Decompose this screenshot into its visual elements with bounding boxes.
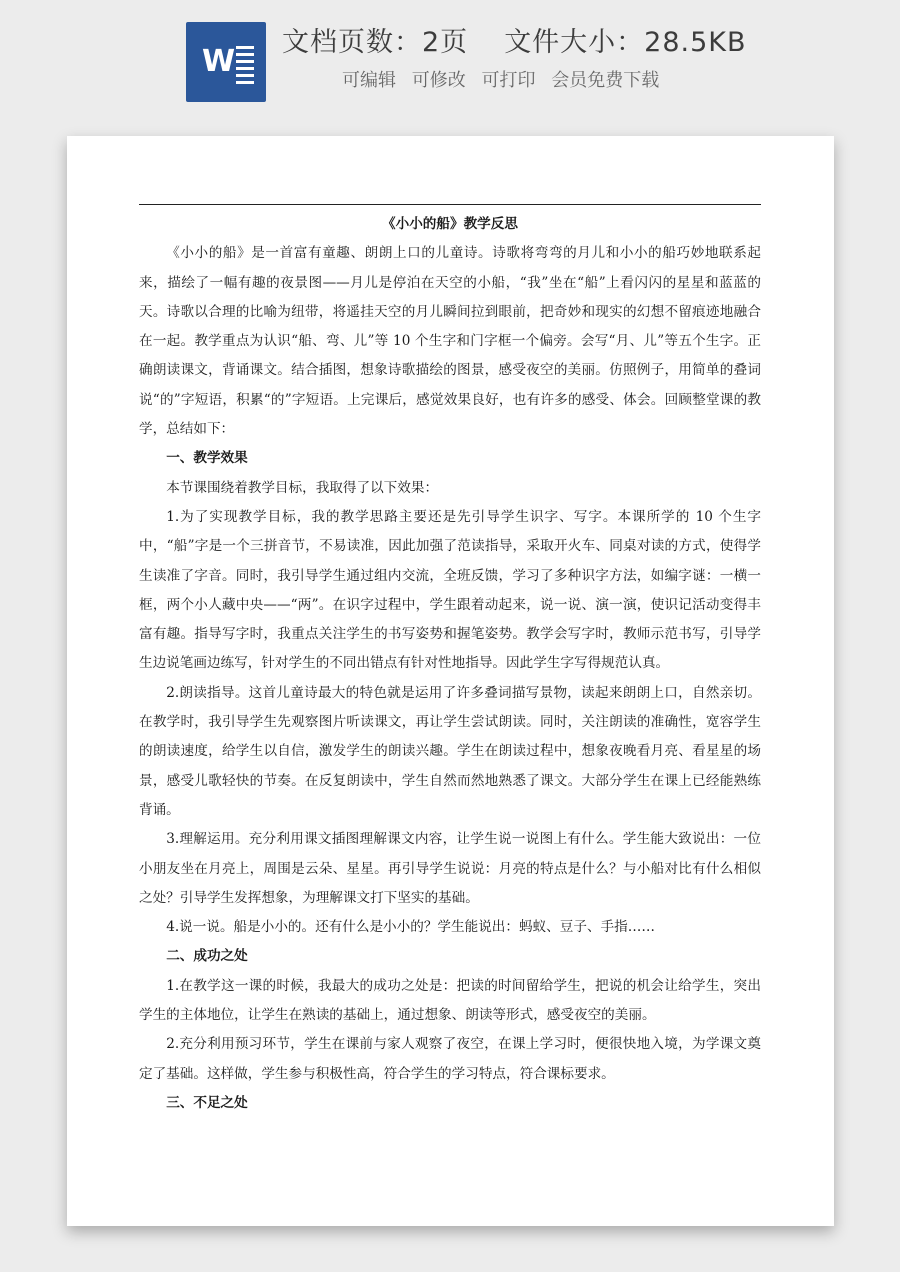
document-title: 《小小的船》教学反思	[382, 216, 518, 232]
section2-item-2: 2.充分利用预习环节，学生在课前与家人观察了夜空，在课上学习时，便很快地入境，为学课文奠定了基础。这样做，学生参与积极性高，符合学生的学习特点，符合课标要求。	[139, 1036, 761, 1082]
word-icon-lines	[236, 46, 254, 88]
intro-paragraph: 《小小的船》是一首富有童趣、朗朗上口的儿童诗。诗歌将弯弯的月儿和小小的船巧妙地联系起来，描绘了一幅有趣的夜景图——月儿是停泊在天空的小船，“我”坐在“船”上看闪闪的星星和蓝蓝的天。诗歌以合理的比喻为纽带，将遥挂天空的月儿瞬间拉到眼前，把奇妙和现实的幻想不留痕迹地融合在一起。教学重点为认识“船、弯、儿”等 10 个生字和门字框一个偏旁。会写“月、儿”等五个生字。正确朗读课文，背诵课文。结合插图，想象诗歌描绘的图景，感受夜空的美丽。仿照例子，用简单的叠词说“的”字短语，积累“的”字短语。上完课后，感觉效果良好，也有许多的感受、体会。回顾整堂课的教学，总结如下：	[139, 245, 761, 438]
feature-member-download: 会员免费下载	[551, 70, 660, 91]
section1-item-4: 4.说一说。船是小小的。还有什么是小小的？学生能说出：蚂蚁、豆子、手指……	[166, 919, 655, 936]
feature-modifiable: 可修改	[411, 70, 466, 91]
section-heading-successes: 二、成功之处	[166, 948, 248, 965]
section1-item-2: 2.朗读指导。这首儿童诗最大的特色就是运用了许多叠词描写景物，读起来朗朗上口，自然亲切。在教学时，我引导学生先观察图片听读课文，再让学生尝试朗读。同时，关注朗读的准确性，宽容学生的朗读速度，给学生以自信，激发学生的朗读兴趣。学生在朗读过程中，想象夜晚看月亮、看星星的场景，感受儿歌轻快的节奏。在反复朗读中，学生自然而然地熟悉了课文。大部分学生在课上已经能熟练背诵。	[139, 684, 761, 818]
header-rule	[139, 204, 761, 205]
section1-item-3: 3.理解运用。充分利用课文插图理解课文内容，让学生说一说图上有什么。学生能大致说出：一位小朋友坐在月亮上，周围是云朵、星星。再引导学生说说：月亮的特点是什么？与小船对比有什么相似之处？引导学生发挥想象，为理解课文打下坚实的基础。	[139, 831, 761, 906]
download-banner	[0, 0, 900, 130]
word-document-icon	[186, 22, 266, 102]
section-heading-shortcomings: 三、不足之处	[166, 1094, 248, 1111]
document-body	[139, 210, 761, 1118]
section2-item-1: 1.在教学这一课的时候，我最大的成功之处是：把读的时间留给学生，把说的机会让给学生，突出学生的主体地位，让学生在熟读的基础上，通过想象、朗读等形式，感受夜空的美丽。	[139, 977, 761, 1024]
word-icon-letter: W	[202, 44, 236, 79]
feature-printable: 可打印	[481, 70, 536, 91]
section-heading-teaching-effect: 一、教学效果	[166, 450, 248, 467]
page-count-text: 文档页数：2页	[282, 27, 469, 58]
feature-editable: 可编辑	[342, 70, 396, 91]
section1-item-1: 1.为了实现教学目标，我的教学思路主要还是先引导学生识字、写字。本课所学的 10 个生字中，“船”字是一个三拼音节，不易读准，因此加强了范读指导，采取开火车、同桌对读的方式，使得学生读准了字音。同时，我引导学生通过组内交流，全班反馈，学习了多种识字方法，如编字谜：一横一框，两个小人藏中央——“两”。在识字过程中，学生跟着动起来，说一说、演一演，使识记活动变得丰富有趣。指导写字时，我重点关注学生的书写姿势和握笔姿势。教学会写字时，教师示范书写，引导学生边说笔画边练写，针对学生的不同出错点有针对性地指导。因此学生字写得规范认真。	[139, 508, 761, 672]
file-meta	[282, 20, 747, 59]
document-page	[67, 136, 834, 1226]
section1-lead: 本节课围绕着教学目标，我取得了以下效果：	[166, 479, 439, 496]
feature-list	[342, 66, 669, 92]
file-size-text: 文件大小：28.5KB	[504, 27, 747, 58]
